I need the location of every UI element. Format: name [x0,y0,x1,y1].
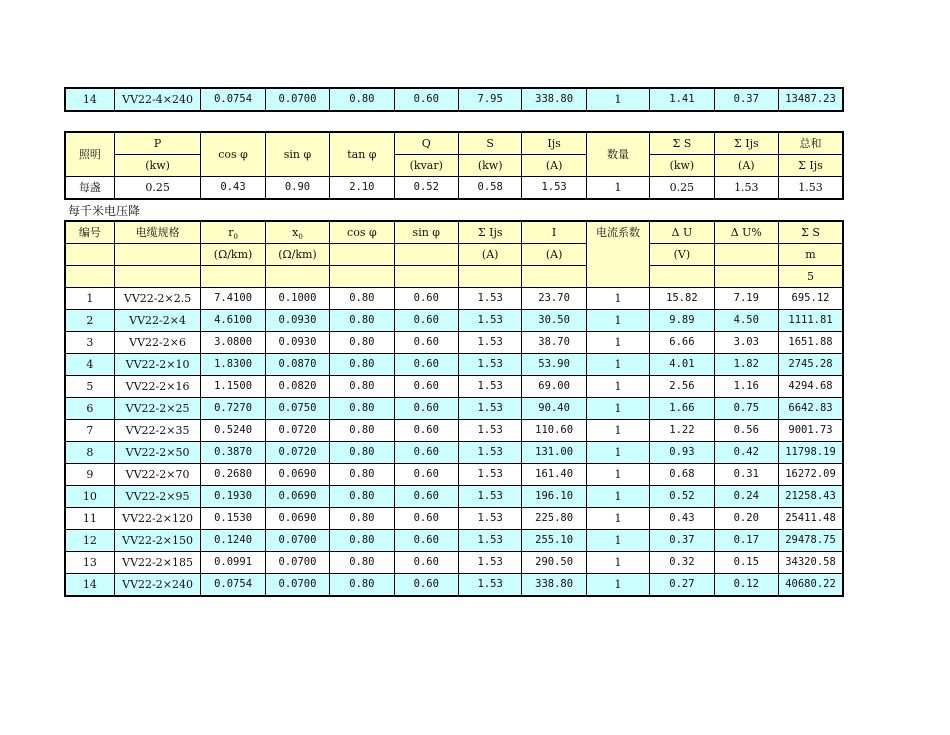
cell-current-coef: 1 [586,376,649,398]
table-row [65,310,843,332]
header-r0: $r_0$ [201,221,265,244]
cell-sum-ijs: 1.53 [458,442,521,464]
table-row [65,442,843,464]
cell-sin: 0.60 [394,398,458,420]
cell-i: 290.50 [522,552,586,574]
cell-du: 4.01 [650,354,714,376]
cell-x0: 0.0820 [265,376,329,398]
cell-i: 131.00 [522,442,586,464]
header-sin: sin φ [394,221,458,244]
cell-sum-s: 11798.19 [779,442,843,464]
cell-label: 每盏 [65,177,114,200]
cell-i: 53.90 [522,354,586,376]
cell-p: 0.25 [114,177,201,200]
cell-sum-ijs: 1.53 [458,376,521,398]
cell-sum-s: 40680.22 [779,574,843,597]
cell-sum-ijs: 1.53 [458,530,521,552]
table-row [65,464,843,486]
cell-sum-ijs: 1.53 [458,310,521,332]
cell-sum-s: 9001.73 [779,420,843,442]
vd-header-row-3 [65,266,843,288]
cell-du-pct: 0.17 [714,530,778,552]
cell-r0: 0.0754 [201,88,265,111]
cell-cos: 0.80 [330,486,394,508]
cell-sum-s: 34320.58 [779,552,843,574]
unit-p: (kw) [114,155,201,177]
cell-current-coef: 1 [586,420,649,442]
cell-x0: 0.1000 [265,288,329,310]
cell-current-coef: 1 [586,398,649,420]
cell-sin: 0.60 [394,420,458,442]
cell-du: 15.82 [650,288,714,310]
cell-sum-s: 2745.28 [779,354,843,376]
cell-cable-spec: VV22-4×240 [114,88,201,111]
cell-sum-s: 1651.88 [779,332,843,354]
cell-sin: 0.60 [394,552,458,574]
header-du: Δ U [650,221,714,244]
cell-sum-s: 0.25 [650,177,714,200]
header-quantity: 数量 [586,132,649,177]
cell-i: 30.50 [522,310,586,332]
cell-cos: 0.80 [330,552,394,574]
cell-no: 12 [65,530,114,552]
length-value: 5 [779,266,843,288]
table-row [65,288,843,310]
header-sum-s: Σ S [779,221,843,244]
cell-sum-ijs: 1.53 [458,574,521,597]
cell-cable-spec: VV22-2×50 [114,442,201,464]
unit-du: (V) [650,244,714,266]
cell-no: 3 [65,332,114,354]
table-row [65,486,843,508]
cell-cable-spec: VV22-2×95 [114,486,201,508]
cell-current-coef: 1 [586,464,649,486]
cell-i: 255.10 [522,530,586,552]
cell-no: 1 [65,288,114,310]
cell-sin: 0.60 [394,376,458,398]
table-row [65,552,843,574]
cell-x0: 0.0720 [265,442,329,464]
header-sum-s: Σ S [650,132,714,155]
cell-x0: 0.0700 [265,574,329,597]
table-row [65,354,843,376]
header-ijs: Ijs [522,132,586,155]
unit-r0: (Ω/km) [201,244,265,266]
cell-du: 0.43 [650,508,714,530]
cell-du: 0.27 [650,574,714,597]
cell-cos: 0.80 [330,332,394,354]
cell-i: 38.70 [522,332,586,354]
header-sum-ijs: Σ Ijs [714,132,778,155]
cell-sin: 0.60 [394,310,458,332]
cell-du: 6.66 [650,332,714,354]
header-total: 总和 [779,132,843,155]
cell-no: 9 [65,464,114,486]
cell-cable-spec: VV22-2×4 [114,310,201,332]
cell-du-pct: 0.56 [714,420,778,442]
cell-ijs: 1.53 [522,177,586,200]
cell-current-coef: 1 [586,442,649,464]
cell-du: 0.52 [650,486,714,508]
cell-sin: 0.60 [394,354,458,376]
cell-cable-spec: VV22-2×25 [114,398,201,420]
cell-sum-ijs: 1.53 [458,464,521,486]
cell-i: 69.00 [522,376,586,398]
cell-cos: 0.43 [201,177,265,200]
cell-no: 13 [65,552,114,574]
header-no: 编号 [65,221,114,244]
cell-du-pct: 0.12 [714,574,778,597]
cell-x0: 0.0690 [265,486,329,508]
cell-cos: 0.80 [330,398,394,420]
cell-du: 1.66 [650,398,714,420]
cell-cos: 0.80 [330,574,394,597]
cell-du-pct: 1.16 [714,376,778,398]
lighting-table [64,131,844,200]
cell-cos: 0.80 [330,464,394,486]
cell-sum-s: 4294.68 [779,376,843,398]
table-row [65,332,843,354]
table-row [65,88,843,111]
cell-r0: 0.0991 [201,552,265,574]
cell-cos: 0.80 [330,88,394,111]
cell-r0: 4.6100 [201,310,265,332]
cell-sin: 0.60 [394,332,458,354]
cell-sin: 0.60 [394,88,458,111]
cell-x0: 0.0720 [265,420,329,442]
table-row [65,530,843,552]
cell-no: 5 [65,376,114,398]
cell-i: 338.80 [522,88,586,111]
header-i: I [522,221,586,244]
cell-du-pct: 0.15 [714,552,778,574]
cell-r0: 1.1500 [201,376,265,398]
unit-x0: (Ω/km) [265,244,329,266]
cell-du-pct: 3.03 [714,332,778,354]
table-row [65,398,843,420]
cell-r0: 0.0754 [201,574,265,597]
cell-sum-s: 25411.48 [779,508,843,530]
cell-du-pct: 4.50 [714,310,778,332]
cell-sum-s: 21258.43 [779,486,843,508]
cell-cable-spec: VV22-2×2.5 [114,288,201,310]
previous-table-last-row [64,87,844,112]
unit-sum-ijs: (A) [458,244,521,266]
cell-du: 1.22 [650,420,714,442]
cell-du: 2.56 [650,376,714,398]
cell-du-pct: 1.82 [714,354,778,376]
cell-r0: 1.8300 [201,354,265,376]
cell-sin: 0.60 [394,508,458,530]
cell-du-pct: 0.75 [714,398,778,420]
cell-no: 14 [65,88,114,111]
cell-i: 196.10 [522,486,586,508]
cell-current-coef: 1 [586,508,649,530]
cell-i: 225.80 [522,508,586,530]
cell-r0: 0.3870 [201,442,265,464]
unit-i: (A) [522,244,586,266]
cell-x0: 0.0930 [265,332,329,354]
cell-current-coef: 1 [586,354,649,376]
unit-total: Σ Ijs [779,155,843,177]
cell-r0: 0.1930 [201,486,265,508]
cell-sum-s: 1111.81 [779,310,843,332]
cell-no: 8 [65,442,114,464]
cell-x0: 0.0690 [265,508,329,530]
cell-s: 0.58 [458,177,521,200]
cell-x0: 0.0700 [265,552,329,574]
cell-cable-spec: VV22-2×70 [114,464,201,486]
cell-cable-spec: VV22-2×35 [114,420,201,442]
cell-cos: 0.80 [330,508,394,530]
cell-current-coef: 1 [586,530,649,552]
table-row [65,376,843,398]
cell-du-pct: 0.42 [714,442,778,464]
cell-current-coef: 1 [586,310,649,332]
cell-cos: 0.80 [330,442,394,464]
cell-q: 0.52 [394,177,458,200]
cell-sin: 0.60 [394,486,458,508]
cell-current-coef: 1 [586,288,649,310]
cell-cos: 0.80 [330,530,394,552]
section-caption: 每千米电压降 [68,204,141,218]
cell-i: 23.70 [522,288,586,310]
header-du-pct: Δ U% [714,221,778,244]
unit-sum-s: (kw) [650,155,714,177]
cell-du-pct: 7.19 [714,288,778,310]
cell-cable-spec: VV22-2×185 [114,552,201,574]
header-sin: sin φ [265,132,329,177]
cell-i: 338.80 [522,574,586,597]
header-x0: $x_0$ [265,221,329,244]
cell-sin: 0.60 [394,464,458,486]
cell-sin: 0.60 [394,530,458,552]
cell-sum-s: 6642.83 [779,398,843,420]
cell-r0: 3.0800 [201,332,265,354]
cell-cable-spec: VV22-2×6 [114,332,201,354]
cell-cos: 0.80 [330,288,394,310]
cell-no: 4 [65,354,114,376]
cell-no: 6 [65,398,114,420]
cell-sum-ijs: 1.53 [458,552,521,574]
cell-x0: 0.0870 [265,354,329,376]
cell-r0: 0.7270 [201,398,265,420]
cell-current-coef: 1 [586,332,649,354]
cell-sum-ijs: 1.53 [458,508,521,530]
cell-x0: 0.0930 [265,310,329,332]
unit-s: (kw) [458,155,521,177]
cell-cable-spec: VV22-2×16 [114,376,201,398]
cell-du: 0.93 [650,442,714,464]
voltage-drop-table [64,220,844,597]
cell-sum-ijs: 1.53 [458,486,521,508]
cell-sum-ijs: 1.53 [714,177,778,200]
cell-du-pct: 0.31 [714,464,778,486]
header-q: Q [394,132,458,155]
unit-sum-s: m [779,244,843,266]
cell-du-pct: 0.37 [714,88,778,111]
cell-current-coef: 1 [586,574,649,597]
cell-no: 11 [65,508,114,530]
cell-x0: 0.0700 [265,88,329,111]
cell-no: 10 [65,486,114,508]
cell-quantity: 1 [586,177,649,200]
cell-sin: 0.60 [394,442,458,464]
cell-no: 2 [65,310,114,332]
header-p: P [114,132,201,155]
cell-sum-ijs: 1.53 [458,354,521,376]
cell-sin: 0.90 [265,177,329,200]
cell-x0: 0.0750 [265,398,329,420]
cell-r0: 0.1240 [201,530,265,552]
cell-cos: 0.80 [330,354,394,376]
cell-r0: 0.5240 [201,420,265,442]
cell-sum-s: 695.12 [779,288,843,310]
cell-sum-s: 13487.23 [779,88,843,111]
vd-header-row-1 [65,221,843,244]
cell-i: 110.60 [522,420,586,442]
cell-i: 90.40 [522,398,586,420]
cell-r0: 0.2680 [201,464,265,486]
cell-no: 7 [65,420,114,442]
lighting-data-row [65,177,843,200]
cell-tan: 2.10 [330,177,394,200]
cell-sum-ijs: 1.53 [458,398,521,420]
table-row [65,420,843,442]
cell-du: 9.89 [650,310,714,332]
cell-current-coef: 1 [586,486,649,508]
unit-ijs: (A) [522,155,586,177]
cell-total: 1.53 [779,177,843,200]
cell-cos: 0.80 [330,420,394,442]
cell-sum-s: 29478.75 [779,530,843,552]
header-sum-ijs: Σ Ijs [458,221,521,244]
cell-du-pct: 0.24 [714,486,778,508]
table-row [65,508,843,530]
cell-r0: 0.1530 [201,508,265,530]
header-cos: cos φ [201,132,265,177]
cell-current-coef: 1 [586,552,649,574]
table-row [65,574,843,597]
header-current-coef: 电流系数 [586,221,649,288]
vd-header-row-2 [65,244,843,266]
cell-sin: 0.60 [394,288,458,310]
cell-ijs: 7.95 [458,88,521,111]
cell-no: 14 [65,574,114,597]
cell-cable-spec: VV22-2×150 [114,530,201,552]
cell-i: 161.40 [522,464,586,486]
cell-du: 1.41 [650,88,714,111]
cell-cos: 0.80 [330,376,394,398]
header-s: S [458,132,521,155]
cell-du: 0.32 [650,552,714,574]
lighting-label: 照明 [65,132,114,177]
cell-du: 0.68 [650,464,714,486]
cell-cable-spec: VV22-2×120 [114,508,201,530]
unit-q: (kvar) [394,155,458,177]
cell-cos: 0.80 [330,310,394,332]
cell-du: 0.37 [650,530,714,552]
cell-x0: 0.0690 [265,464,329,486]
cell-sum-s: 16272.09 [779,464,843,486]
cell-sin: 0.60 [394,574,458,597]
cell-coef: 1 [586,88,649,111]
header-cos: cos φ [330,221,394,244]
unit-sum-ijs: (A) [714,155,778,177]
lighting-header-row-1 [65,132,843,155]
cell-cable-spec: VV22-2×10 [114,354,201,376]
header-tan: tan φ [330,132,394,177]
cell-sum-ijs: 1.53 [458,288,521,310]
cell-x0: 0.0700 [265,530,329,552]
cell-du-pct: 0.20 [714,508,778,530]
lighting-header-row-2 [65,155,843,177]
header-cable-spec: 电缆规格 [114,221,201,244]
cell-sum-ijs: 1.53 [458,332,521,354]
cell-cable-spec: VV22-2×240 [114,574,201,597]
cell-sum-ijs: 1.53 [458,420,521,442]
cell-r0: 7.4100 [201,288,265,310]
